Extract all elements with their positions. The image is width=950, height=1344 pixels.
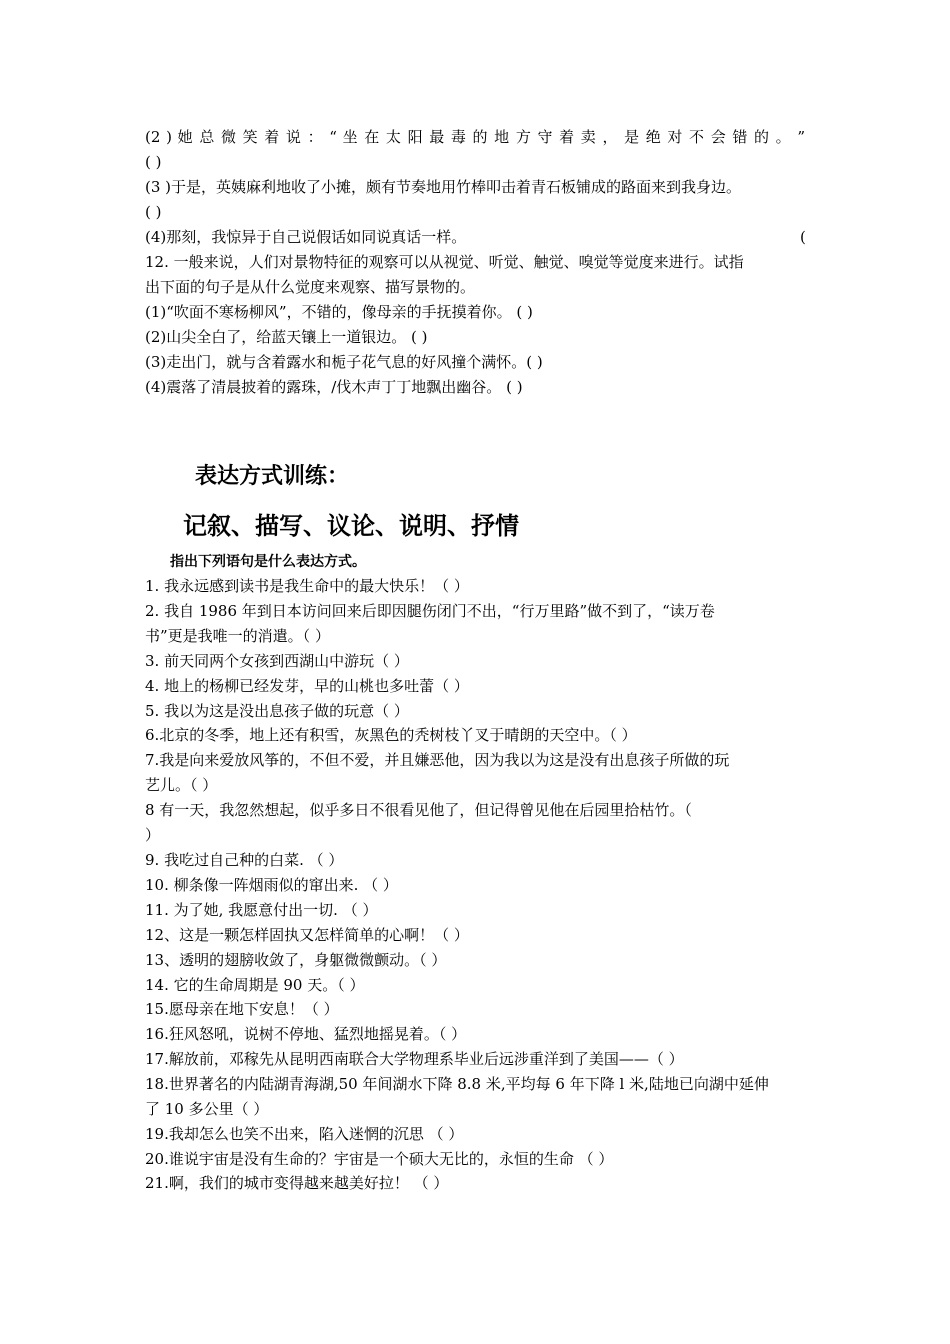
section-heading: 表达方式训练： [195, 464, 350, 489]
question-12-item: (2)山尖全白了，给蓝天镶上一道银边。 ( ) [145, 328, 428, 346]
exercise-line: 3. 前天同两个女孩到西湖山中游玩（ ） [145, 652, 409, 670]
exercise-line: 6.北京的冬季，地上还有积雪，灰黑色的秃树枝丫叉于晴朗的天空中。（ ） [145, 726, 637, 744]
exercise-line: 10. 柳条像一阵烟雨似的窜出来. （ ） [145, 876, 398, 894]
exercise-line: 13、透明的翅膀收敛了，身躯微微颤动。（ ） [145, 951, 447, 969]
exercise-line: 19.我却怎么也笑不出来，陷入迷惘的沉思 （ ） [145, 1125, 464, 1143]
exercise-line: 18.世界著名的内陆湖青海湖,50 年间湖水下降 8.8 米,平均每 6 年下降 l 米,陆地已向湖中延伸 [145, 1075, 769, 1093]
exercise-line: 16.狂风怒吼，说树不停地、猛烈地摇晃着。（ ） [145, 1025, 467, 1043]
question-3-answer-blank: ( ) [145, 203, 162, 221]
question-12-item: (3)走出门，就与含着露水和栀子花气息的好风撞个满怀。( ) [145, 353, 543, 371]
exercise-line: 1. 我永远感到读书是我生命中的最大快乐！（ ） [145, 577, 469, 595]
instruction-text: 指出下列语句是什么表达方式。 [170, 554, 366, 570]
exercise-line: ） [145, 826, 161, 844]
exercise-line: 了 10 多公里（ ） [145, 1100, 269, 1118]
exercise-line: 9. 我吃过自己种的白菜. （ ） [145, 851, 344, 869]
exercise-line: 5. 我以为这是没出息孩子做的玩意（ ） [145, 702, 409, 720]
question-4-answer-paren: ( [800, 228, 806, 246]
question-4-text: (4)那刻，我惊异于自己说假话如同说真话一样。 [145, 228, 467, 246]
question-3-line-1: (3 )于是，英姨麻利地收了小摊，颇有节奏地用竹棒叩击着青石板铺成的路面来到我身边。 [145, 178, 742, 196]
exercise-line: 14. 它的生命周期是 90 天。（ ） [145, 976, 365, 994]
exercise-line: 12、这是一颗怎样固执又怎样简单的心啊！（ ） [145, 926, 469, 944]
question-2-line-1: (2 ) 她 总 微 笑 着 说 ： “ 坐 在 太 阳 最 毒 的 地 方 守 着 卖 ， 是 绝 对 不 会 错 的 。 ” [145, 128, 805, 146]
question-2-answer-blank: ( ) [145, 153, 162, 171]
exercise-line: 2. 我自 1986 年到日本访问回来后即因腿伤闭门不出，“行万里路”做不到了，“读万卷 [145, 602, 715, 620]
exercise-line: 11. 为了她, 我愿意付出一切. （ ） [145, 901, 378, 919]
exercise-line: 20.谁说宇宙是没有生命的？宇宙是一个硕大无比的，永恒的生命 （ ） [145, 1150, 614, 1168]
exercise-line: 8 有一天，我忽然想起，似乎多日不很看见他了，但记得曾见他在后园里拾枯竹。（ [145, 801, 692, 819]
exercise-line: 4. 地上的杨柳已经发芽，早的山桃也多吐蕾（ ） [145, 677, 469, 695]
exercise-line: 15.愿母亲在地下安息！（ ） [145, 1000, 339, 1018]
exercise-line: 艺儿。（ ） [145, 776, 218, 794]
question-12-line-1: 12. 一般来说，人们对景物特征的观察可以从视觉、听觉、触觉、嗅觉等觉度来进行。试指 [145, 253, 744, 271]
section-subheading: 记叙、描写、议论、说明、抒情 [183, 512, 519, 540]
exercise-line: 7.我是向来爱放风筝的，不但不爱，并且嫌恶他，因为我以为这是没有出息孩子所做的玩 [145, 751, 730, 769]
exercise-line: 书”更是我唯一的消遣。（ ） [145, 627, 330, 645]
question-12-line-2: 出下面的句子是从什么觉度来观察、描写景物的。 [145, 278, 476, 296]
question-12-item: (4)震落了清晨披着的露珠，/伐木声丁丁地飘出幽谷。 ( ) [145, 378, 523, 396]
exercise-line: 17.解放前，邓稼先从昆明西南联合大学物理系毕业后远涉重洋到了美国——（ ） [145, 1050, 684, 1068]
exercise-line: 21.啊，我们的城市变得越来越美好拉！ （ ） [145, 1174, 449, 1192]
question-12-item: (1)“吹面不寒杨柳风”，不错的，像母亲的手抚摸着你。 ( ) [145, 303, 533, 321]
